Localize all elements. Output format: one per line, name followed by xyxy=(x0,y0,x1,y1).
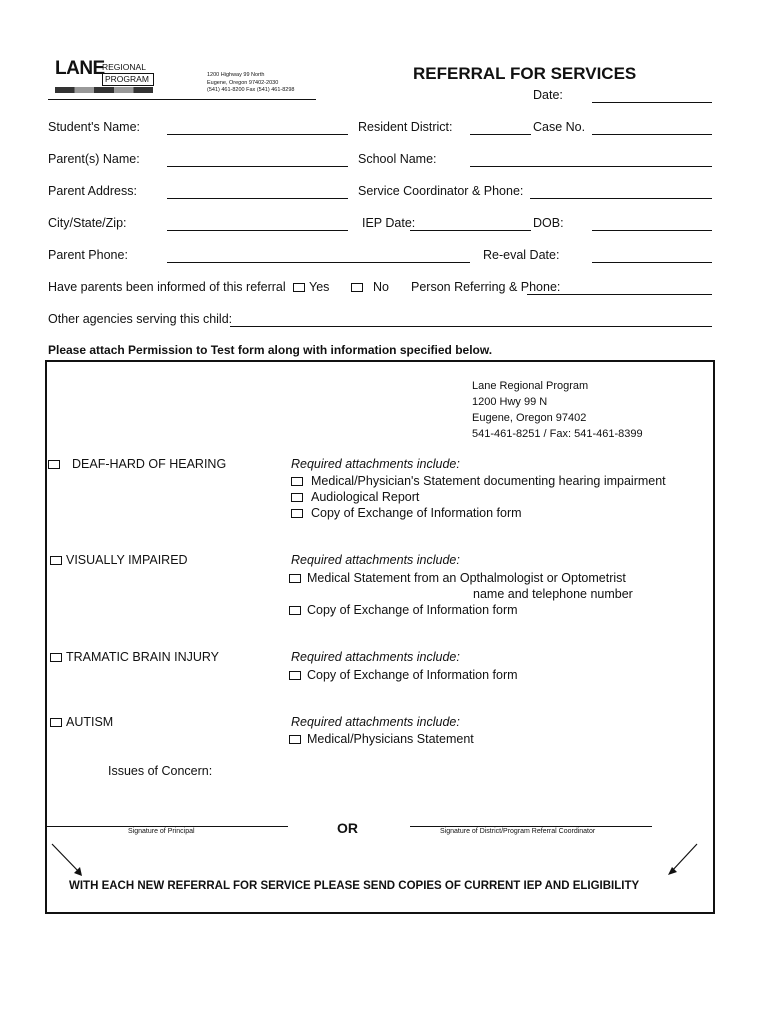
parent-address-label: Parent Address: xyxy=(48,184,137,198)
service-coordinator-field[interactable] xyxy=(530,198,712,199)
other-agencies-label: Other agencies serving this child: xyxy=(48,312,233,326)
principal-signature-label: Signature of Principal xyxy=(128,828,195,835)
date-field[interactable] xyxy=(592,102,712,103)
dhh-item-2-label: Audiological Report xyxy=(311,490,420,504)
school-name-label: School Name: xyxy=(358,152,437,166)
tbi-required-heading: Required attachments include: xyxy=(291,650,460,664)
dhh-required-heading: Required attachments include: xyxy=(291,457,460,471)
city-state-zip-label: City/State/Zip: xyxy=(48,216,127,230)
tbi-option[interactable] xyxy=(50,650,219,664)
case-no-field[interactable] xyxy=(592,134,712,135)
autism-label: AUTISM xyxy=(66,715,114,729)
informed-question: Have parents been informed of this referral xyxy=(48,280,286,294)
logo-lane-text: LANE xyxy=(55,58,105,79)
reeval-date-field[interactable] xyxy=(592,262,712,263)
parent-phone-label: Parent Phone: xyxy=(48,248,128,262)
logo-address-line: (541) 461-8200 Fax (541) 461-8298 xyxy=(207,87,295,93)
iep-date-field[interactable] xyxy=(410,230,531,231)
informed-no[interactable] xyxy=(351,280,389,294)
dhh-item-1[interactable] xyxy=(291,474,666,488)
date-label: Date: xyxy=(533,88,563,102)
autism-checkbox[interactable] xyxy=(50,718,62,727)
program-address-line: 1200 Hwy 99 N xyxy=(472,396,548,408)
program-address xyxy=(472,378,643,442)
vi-item-1-label: Medical Statement from an Opthalmologist or Optometrist xyxy=(307,571,626,585)
informed-yes[interactable] xyxy=(293,280,329,294)
autism-item-1-label: Medical/Physicians Statement xyxy=(307,732,474,746)
yes-checkbox[interactable] xyxy=(293,283,305,292)
person-referring-field[interactable] xyxy=(527,294,712,295)
resident-district-label: Resident District: xyxy=(358,120,453,134)
autism-item-1[interactable] xyxy=(289,732,474,746)
dhh-item-2-checkbox[interactable] xyxy=(291,493,303,502)
parent-phone-field[interactable] xyxy=(167,262,470,263)
attach-instruction: Please attach Permission to Test form along with information specified below. xyxy=(48,343,493,357)
issues-of-concern-label: Issues of Concern: xyxy=(108,764,213,778)
arrow-down-right-icon xyxy=(50,842,86,878)
logo-program-text: PROGRAM xyxy=(105,74,149,84)
program-address-line: 541-461-8251 / Fax: 541-461-8399 xyxy=(472,428,643,440)
parents-name-field[interactable] xyxy=(167,166,348,167)
no-label: No xyxy=(373,280,389,294)
vi-item-2[interactable] xyxy=(289,603,518,617)
tbi-item-1[interactable] xyxy=(289,668,518,682)
logo-address xyxy=(207,72,294,95)
student-name-label: Student's Name: xyxy=(48,120,141,134)
dhh-item-2[interactable] xyxy=(291,490,419,504)
logo-stripe xyxy=(55,87,153,93)
parents-name-label: Parent(s) Name: xyxy=(48,152,140,166)
dhh-item-3-checkbox[interactable] xyxy=(291,509,303,518)
dhh-item-1-label: Medical/Physician's Statement documenting hearing impairment xyxy=(311,474,666,488)
coordinator-signature-label: Signature of District/Program Referral Coordinator xyxy=(440,828,596,835)
page-title: REFERRAL FOR SERVICES xyxy=(413,64,637,83)
city-state-zip-field[interactable] xyxy=(167,230,348,231)
dhh-item-3[interactable] xyxy=(291,506,522,520)
vi-item-1-checkbox[interactable] xyxy=(289,574,301,583)
dhh-label: DEAF-HARD OF HEARING xyxy=(72,457,227,471)
vi-item-1-continued: name and telephone number xyxy=(473,587,633,601)
dhh-item-1-checkbox[interactable] xyxy=(291,477,303,486)
header-rule xyxy=(48,99,316,100)
logo-program-box xyxy=(102,73,154,86)
vi-item-2-label: Copy of Exchange of Information form xyxy=(307,603,518,617)
other-agencies-field[interactable] xyxy=(230,326,712,327)
autism-item-1-checkbox[interactable] xyxy=(289,735,301,744)
dhh-option[interactable] xyxy=(48,457,226,471)
service-coordinator-label: Service Coordinator & Phone: xyxy=(358,184,524,198)
autism-option[interactable] xyxy=(50,715,113,729)
program-address-line: Lane Regional Program xyxy=(472,380,589,392)
tbi-label: TRAMATIC BRAIN INJURY xyxy=(66,650,220,664)
logo-address-line: Eugene, Oregon 97402-2030 xyxy=(207,79,279,86)
logo-regional-text: REGIONAL xyxy=(102,62,146,72)
vi-item-2-checkbox[interactable] xyxy=(289,606,301,615)
tbi-item-1-label: Copy of Exchange of Information form xyxy=(307,668,518,682)
footer-note: WITH EACH NEW REFERRAL FOR SERVICE PLEASE SEND COPIES OF CURRENT IEP AND ELIGIBILITY xyxy=(69,880,640,892)
school-name-field[interactable] xyxy=(470,166,712,167)
tbi-checkbox[interactable] xyxy=(50,653,62,662)
autism-required-heading: Required attachments include: xyxy=(291,715,460,729)
arrow-down-left-icon xyxy=(665,842,701,878)
vi-label: VISUALLY IMPAIRED xyxy=(66,553,188,567)
coordinator-signature-line[interactable] xyxy=(410,826,652,827)
resident-district-field[interactable] xyxy=(470,134,531,135)
tbi-item-1-checkbox[interactable] xyxy=(289,671,301,680)
case-no-label: Case No. xyxy=(533,120,586,134)
person-referring-label: Person Referring & Phone: xyxy=(411,280,561,294)
iep-date-label: IEP Date: xyxy=(362,216,416,230)
or-label: OR xyxy=(337,820,358,836)
lane-logo xyxy=(55,58,155,94)
no-checkbox[interactable] xyxy=(351,283,363,292)
yes-label: Yes xyxy=(309,280,330,294)
vi-required-heading: Required attachments include: xyxy=(291,553,460,567)
parent-address-field[interactable] xyxy=(167,198,348,199)
dhh-checkbox[interactable] xyxy=(48,460,60,469)
dob-label: DOB: xyxy=(533,216,564,230)
logo-address-line: 1200 Highway 99 North xyxy=(207,72,265,78)
dob-field[interactable] xyxy=(592,230,712,231)
principal-signature-line[interactable] xyxy=(47,826,288,827)
vi-checkbox[interactable] xyxy=(50,556,62,565)
program-address-line: Eugene, Oregon 97402 xyxy=(472,412,587,424)
vi-option[interactable] xyxy=(50,553,188,567)
dhh-item-3-label: Copy of Exchange of Information form xyxy=(311,506,522,520)
reeval-date-label: Re-eval Date: xyxy=(483,248,560,262)
vi-item-1[interactable] xyxy=(289,571,626,585)
student-name-field[interactable] xyxy=(167,134,348,135)
